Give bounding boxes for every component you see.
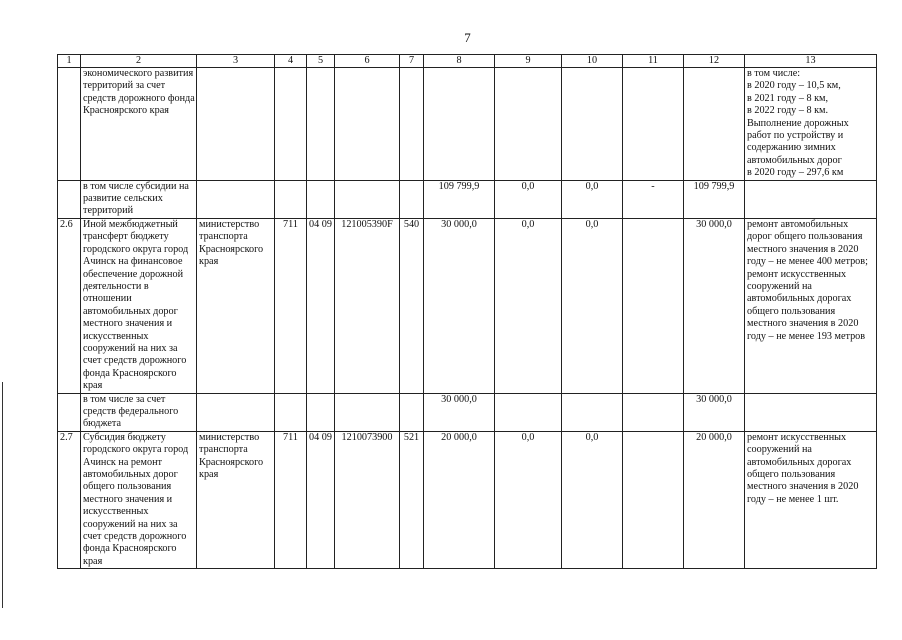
amount-2021-cell — [495, 68, 562, 181]
measure-name-cell-line: края — [83, 555, 103, 567]
agency-cell-line: Красноярского — [199, 456, 264, 468]
page-number: 7 — [464, 30, 471, 45]
grbs-code-cell — [275, 68, 307, 181]
measure-name-cell-line: Красноярского края — [83, 105, 169, 117]
amount-2022-cell: 0,0 — [562, 431, 623, 568]
measure-name-cell-line: городского округа город — [83, 444, 189, 456]
column-number: 2 — [81, 55, 197, 68]
amount-2022-cell: 0,0 — [562, 218, 623, 393]
column-number: 6 — [335, 55, 400, 68]
grbs-code-cell: 711 — [275, 218, 307, 393]
table-row — [58, 431, 877, 568]
agency-cell-line: транспорта — [199, 231, 248, 243]
column-number: 13 — [745, 55, 877, 68]
row-number-cell — [58, 180, 81, 218]
expected-result-cell — [745, 68, 877, 181]
expected-result-cell-line: в 2020 году – 10,5 км, — [747, 80, 841, 92]
amount-2023-cell — [623, 68, 684, 181]
measure-name-cell-line: Иной межбюджетный — [83, 218, 178, 230]
column-number: 11 — [623, 55, 684, 68]
measure-name-cell-line: в том числе субсидии на — [83, 180, 189, 192]
measure-name-cell-line: фонда Красноярского — [83, 543, 177, 555]
amount-2020-cell: 30 000,0 — [424, 218, 495, 393]
target-code-cell — [335, 68, 400, 181]
expected-result-cell-line: году – не менее 1 шт. — [747, 493, 839, 505]
expense-type-cell — [400, 180, 424, 218]
expected-result-cell-line: в 2021 году – 8 км, — [747, 92, 829, 104]
amount-2022-cell — [562, 68, 623, 181]
agency-cell — [197, 218, 275, 393]
column-number: 1 — [58, 55, 81, 68]
measure-name-cell-line: экономического развития — [83, 68, 194, 79]
amount-total-cell: 109 799,9 — [684, 180, 745, 218]
column-number: 7 — [400, 55, 424, 68]
expense-type-cell — [400, 68, 424, 181]
expected-result-cell — [745, 431, 877, 568]
measure-name-cell-line: фонда Красноярского — [83, 367, 177, 379]
amount-2020-cell: 109 799,9 — [424, 180, 495, 218]
expected-result-cell-line: местного значения в 2020 — [747, 318, 859, 330]
amount-2020-cell — [424, 68, 495, 181]
measure-name-cell-line: Ачинск на ремонт — [83, 456, 162, 468]
expected-result-cell — [745, 393, 877, 431]
measure-name-cell — [81, 68, 197, 181]
expected-result-cell — [745, 218, 877, 393]
measure-name-cell — [81, 180, 197, 218]
section-code-cell: 04 09 — [307, 218, 335, 393]
column-number: 9 — [495, 55, 562, 68]
expected-result-cell-line: автомобильных дорог — [747, 154, 842, 166]
measure-name-cell-line: автомобильных дорог — [83, 469, 178, 480]
measure-name-cell-line: сооружений на них за — [83, 518, 178, 530]
amount-2022-cell — [562, 393, 623, 431]
measure-name-cell-line: Субсидия бюджету — [83, 431, 166, 443]
column-number: 10 — [562, 55, 623, 68]
amount-2021-cell — [495, 393, 562, 431]
expected-result-cell-line: в 2020 году – 297,6 км — [747, 167, 844, 179]
measure-name-cell — [81, 431, 197, 568]
measure-name-cell-line: отношении — [83, 293, 132, 305]
expected-result-cell-line: работ по устройству и — [747, 130, 844, 142]
expected-result-cell-line: содержанию зимних — [747, 142, 836, 154]
expected-result-cell-line: году – не менее 193 метров — [747, 330, 866, 342]
measure-name-cell-line: края — [83, 380, 103, 392]
column-number: 8 — [424, 55, 495, 68]
agency-cell — [197, 393, 275, 431]
expense-type-cell: 540 — [400, 218, 424, 393]
table-row — [58, 218, 877, 393]
measure-name-cell-line: общего пользования — [83, 481, 172, 493]
measure-name-cell-line: искусственных — [83, 330, 149, 342]
agency-cell — [197, 68, 275, 181]
expected-result-cell-line: сооружений на — [747, 444, 812, 456]
amount-total-cell: 30 000,0 — [684, 393, 745, 431]
measure-name-cell-line: бюджета — [83, 418, 121, 430]
amount-2023-cell — [623, 431, 684, 568]
row-number-cell: 2.7 — [58, 431, 81, 568]
expected-result-cell-line: автомобильных дорогах — [747, 293, 852, 305]
measure-name-cell-line: сооружений на них за — [83, 342, 178, 354]
agency-cell-line: транспорта — [199, 444, 248, 456]
margin-rule — [2, 382, 3, 608]
agency-cell-line: министерство — [199, 431, 260, 443]
measure-name-cell-line: счет средств дорожного — [83, 531, 187, 543]
row-number-cell: 2.6 — [58, 218, 81, 393]
expected-result-cell-line: Выполнение дорожных — [747, 117, 849, 129]
expected-result-cell-line: в 2022 году – 8 км. — [747, 105, 829, 117]
agency-cell-line: края — [199, 469, 219, 480]
target-code-cell — [335, 393, 400, 431]
expected-result-cell-line: ремонт искусственных — [747, 268, 847, 280]
measure-name-cell-line: обеспечение дорожной — [83, 268, 184, 280]
amount-2022-cell: 0,0 — [562, 180, 623, 218]
expected-result-cell-line: году – не менее 400 метров; — [747, 256, 868, 268]
expected-result-cell-line: местного значения в 2020 — [747, 243, 859, 255]
amount-total-cell: 20 000,0 — [684, 431, 745, 568]
amount-total-cell — [684, 68, 745, 181]
target-code-cell: 1210073900 — [335, 431, 400, 568]
measure-name-cell-line: искусственных — [83, 506, 149, 518]
amount-2020-cell: 30 000,0 — [424, 393, 495, 431]
measure-name-cell-line: местного значения и — [83, 318, 173, 330]
measure-name-cell-line: трансферт бюджету — [83, 231, 169, 243]
agency-cell-line: края — [199, 256, 219, 268]
budget-table — [57, 54, 877, 569]
grbs-code-cell — [275, 393, 307, 431]
agency-cell — [197, 180, 275, 218]
expected-result-cell-line: местного значения в 2020 — [747, 481, 859, 493]
section-code-cell — [307, 180, 335, 218]
column-number-row — [58, 55, 877, 68]
measure-name-cell-line: в том числе за счет — [83, 393, 166, 405]
measure-name-cell-line: деятельности в — [83, 280, 149, 292]
table-row — [58, 68, 877, 181]
measure-name-cell-line: автомобильных дорог — [83, 305, 178, 317]
expected-result-cell-line: ремонт автомобильных — [747, 218, 849, 230]
measure-name-cell-line: средств федерального — [83, 405, 179, 417]
measure-name-cell-line: Ачинск на финансовое — [83, 256, 183, 268]
expected-result-cell-line: общего пользования — [747, 469, 836, 480]
target-code-cell: 121005390F — [335, 218, 400, 393]
measure-name-cell-line: территорий — [83, 205, 134, 217]
row-number-cell — [58, 393, 81, 431]
column-number: 5 — [307, 55, 335, 68]
grbs-code-cell — [275, 180, 307, 218]
target-code-cell — [335, 180, 400, 218]
measure-name-cell-line: городского округа город — [83, 243, 189, 255]
amount-2021-cell: 0,0 — [495, 218, 562, 393]
section-code-cell: 04 09 — [307, 431, 335, 568]
measure-name-cell-line: развитие сельских — [83, 193, 163, 205]
amount-total-cell: 30 000,0 — [684, 218, 745, 393]
amount-2023-cell: - — [623, 180, 684, 218]
expected-result-cell-line: дорог общего пользования — [747, 231, 863, 243]
amount-2020-cell: 20 000,0 — [424, 431, 495, 568]
expected-result-cell-line: сооружений на — [747, 280, 812, 292]
measure-name-cell-line: счет средств дорожного — [83, 355, 187, 367]
section-code-cell — [307, 68, 335, 181]
measure-name-cell — [81, 218, 197, 393]
expense-type-cell — [400, 393, 424, 431]
amount-2023-cell — [623, 218, 684, 393]
column-number: 3 — [197, 55, 275, 68]
agency-cell-line: Красноярского — [199, 243, 264, 255]
expected-result-cell-line: общего пользования — [747, 305, 836, 317]
amount-2021-cell: 0,0 — [495, 180, 562, 218]
row-number-cell — [58, 68, 81, 181]
grbs-code-cell: 711 — [275, 431, 307, 568]
agency-cell — [197, 431, 275, 568]
expected-result-cell-line: автомобильных дорогах — [747, 456, 852, 468]
amount-2021-cell: 0,0 — [495, 431, 562, 568]
column-number: 4 — [275, 55, 307, 68]
measure-name-cell-line: территорий за счет — [83, 80, 166, 92]
measure-name-cell — [81, 393, 197, 431]
column-number: 12 — [684, 55, 745, 68]
agency-cell-line: министерство — [199, 218, 260, 230]
section-code-cell — [307, 393, 335, 431]
measure-name-cell-line: средств дорожного фонда — [83, 92, 195, 104]
table-row — [58, 393, 877, 431]
expected-result-cell-line: ремонт искусственных — [747, 431, 847, 443]
amount-2023-cell — [623, 393, 684, 431]
table-row — [58, 180, 877, 218]
expected-result-cell — [745, 180, 877, 218]
measure-name-cell-line: местного значения и — [83, 493, 173, 505]
expected-result-cell-line: в том числе: — [747, 68, 801, 79]
expense-type-cell: 521 — [400, 431, 424, 568]
